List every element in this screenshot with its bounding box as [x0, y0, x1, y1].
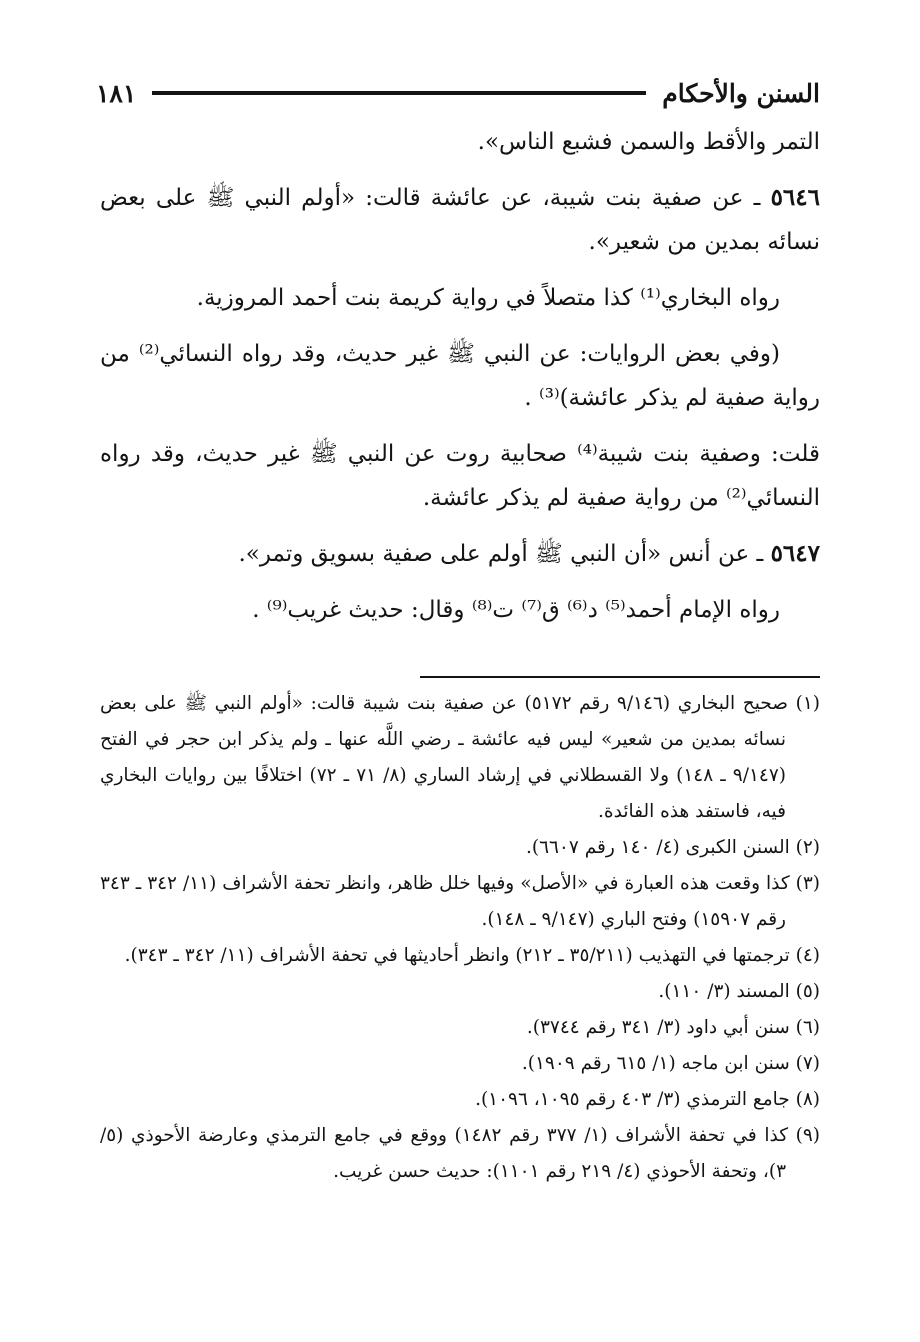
page-header	[96, 70, 820, 116]
header-rule	[152, 91, 646, 95]
narration-bukhari: رواه البخاري⁽¹⁾ كذا متصلاً في رواية كريمة بنت أحمد المروزية.	[196, 285, 780, 311]
main-text	[100, 120, 820, 644]
hadith-text: ـ عن صفية بنت شيبة، عن عائشة قالت: «أولم النبي ﷺ على بعض نسائه بمدين من شعير».	[100, 185, 820, 255]
hadith-text: ـ عن أنس «أن النبي ﷺ أولم على صفية بسويق وتمر».	[238, 541, 771, 567]
footnote-8: (٨) جامع الترمذي (٣/ ٤٠٣ رقم ١٠٩٥، ١٠٩٦).	[475, 1089, 820, 1110]
author-comment: قلت: وصفية بنت شيبة⁽⁴⁾ صحابية روت عن النبي ﷺ غير حديث، وقد رواه النسائي⁽²⁾ من رواية صفية لم يذكر عائشة.	[100, 441, 820, 511]
page-number: ١٨١	[96, 78, 137, 108]
footnote-separator	[420, 676, 820, 678]
running-title: السنن والأحكام	[662, 78, 820, 108]
footnote-2: (٢) السنن الكبرى (٤/ ١٤٠ رقم ٦٦٠٧).	[525, 837, 820, 858]
narration-ahmad: رواه الإمام أحمد⁽⁵⁾ د⁽⁶⁾ ق⁽⁷⁾ ت⁽⁸⁾ وقال: حديث غريب⁽⁹⁾ .	[252, 597, 780, 623]
footnote-9: (٩) كذا في تحفة الأشراف (١/ ٣٧٧ رقم ١٤٨٢) ووقع في جامع الترمذي وعارضة الأحوذي (٥/ ٣)، وتحفة الأحوذي (٤/ ٢١٩ رقم ١١٠١): حديث حسن غريب.	[100, 1125, 820, 1182]
footnotes	[100, 686, 820, 1190]
hadith-number: ٥٦٤٦	[770, 184, 820, 211]
narration-variant: (وفي بعض الروايات: عن النبي ﷺ غير حديث، وقد رواه النسائي⁽²⁾ من رواية صفية لم يذكر عائشة)⁽³⁾ .	[100, 341, 820, 411]
footnote-5: (٥) المسند (٣/ ١١٠).	[658, 981, 820, 1002]
footnote-6: (٦) سنن أبي داود (٣/ ٣٤١ رقم ٣٧٤٤).	[526, 1017, 820, 1038]
hadith-5646	[100, 176, 820, 264]
footnote-4: (٤) ترجمتها في التهذيب (٣٥/٢١١ ـ ٢١٢) وانظر أحاديثها في تحفة الأشراف (١١/ ٣٤٢ ـ ٣٤٣).	[124, 945, 820, 966]
footnote-3: (٣) كذا وقعت هذه العبارة في «الأصل» وفيها خلل ظاهر، وانظر تحفة الأشراف (١١/ ٣٤٢ ـ ٣٤٣ رقم ١٥٩٠٧) وفتح الباري (٩/١٤٧ ـ ١٤٨).	[100, 873, 820, 930]
footnote-7: (٧) سنن ابن ماجه (١/ ٦١٥ رقم ١٩٠٩).	[521, 1053, 820, 1074]
footnote-1: (١) صحيح البخاري (٩/١٤٦ رقم ٥١٧٢) عن صفية بنت شيبة قالت: «أولم النبي ﷺ على بعض نسائه بمدين من شعير» ليس فيه عائشة ـ رضي اللَّه عنها ـ ولم يذكر ابن حجر في الفتح (٩/١٤٧ ـ ١٤٨) ولا القسطلاني في إرشاد الساري (٨/ ٧١ ـ ٧٢) اختلافًا بين روايات البخاري فيه، فاستفد هذه الفائدة.	[100, 693, 820, 822]
continuation-line: التمر والأقط والسمن فشبع الناس».	[477, 129, 820, 155]
hadith-number: ٥٦٤٧	[770, 540, 820, 567]
hadith-5647	[100, 532, 820, 576]
